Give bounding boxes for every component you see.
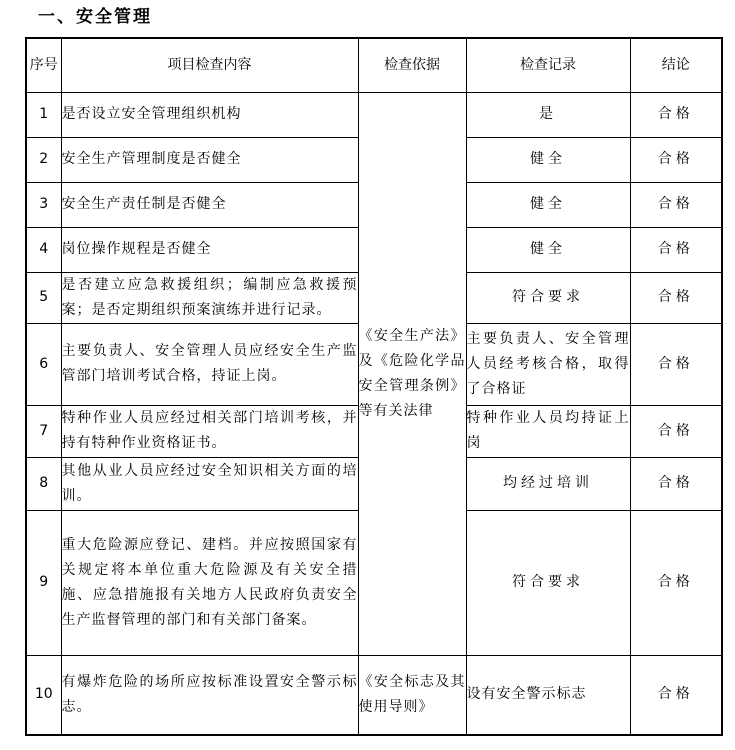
- content-cell: 是否设立安全管理组织机构: [61, 92, 358, 137]
- content-cell: 安全生产管理制度是否健全: [61, 137, 358, 182]
- content-cell: 岗位操作规程是否健全: [61, 227, 358, 272]
- record-cell: 是: [466, 92, 630, 137]
- conclusion-cell: 合格: [630, 457, 722, 510]
- record-cell: 健全: [466, 137, 630, 182]
- conclusion-cell: 合格: [630, 272, 722, 323]
- record-cell: 健全: [466, 182, 630, 227]
- seq-cell: 8: [26, 457, 61, 510]
- content-cell: 特种作业人员应经过相关部门培训考核，并持有特种作业资格证书。: [61, 405, 358, 457]
- seq-cell: 4: [26, 227, 61, 272]
- conclusion-cell: 合格: [630, 137, 722, 182]
- col-header-seq: 序号: [26, 38, 61, 92]
- seq-cell: 10: [26, 655, 61, 735]
- conclusion-cell: 合格: [630, 323, 722, 405]
- record-cell: 符合要求: [466, 272, 630, 323]
- col-header-record: 检查记录: [466, 38, 630, 92]
- table-row: [26, 655, 722, 735]
- record-cell: 特种作业人员均持证上岗: [466, 405, 630, 457]
- conclusion-cell: 合格: [630, 227, 722, 272]
- content-cell: 有爆炸危险的场所应按标准设置安全警示标志。: [61, 655, 358, 735]
- content-cell: 是否建立应急救援组织；编制应急救援预案；是否定期组织预案演练并进行记录。: [61, 272, 358, 323]
- safety-inspection-table: [25, 37, 723, 736]
- record-cell: 设有安全警示标志: [466, 655, 630, 735]
- seq-cell: 2: [26, 137, 61, 182]
- content-cell: 主要负责人、安全管理人员应经安全生产监管部门培训考试合格，持证上岗。: [61, 323, 358, 405]
- seq-cell: 1: [26, 92, 61, 137]
- col-header-conclusion: 结论: [630, 38, 722, 92]
- record-cell: 健全: [466, 227, 630, 272]
- conclusion-cell: 合格: [630, 510, 722, 655]
- record-cell: 符合要求: [466, 510, 630, 655]
- page-title: 一、安全管理: [38, 7, 152, 27]
- conclusion-cell: 合格: [630, 182, 722, 227]
- conclusion-cell: 合格: [630, 92, 722, 137]
- table-row: [26, 92, 722, 137]
- content-cell: 重大危险源应登记、建档。并应按照国家有关规定将本单位重大危险源及有关安全措施、应急措施报有关地方人民政府负责安全生产监督管理的部门和有关部门备案。: [61, 510, 358, 655]
- record-cell: 主要负责人、安全管理人员经考核合格，取得了合格证: [466, 323, 630, 405]
- header-row: [26, 38, 722, 92]
- conclusion-cell: 合格: [630, 655, 722, 735]
- col-header-content: 项目检查内容: [61, 38, 358, 92]
- seq-cell: 7: [26, 405, 61, 457]
- col-header-basis: 检查依据: [358, 38, 466, 92]
- basis-cell-merged: 《安全生产法》及《危险化学品安全管理条例》等有关法律: [358, 92, 466, 655]
- seq-cell: 3: [26, 182, 61, 227]
- conclusion-cell: 合格: [630, 405, 722, 457]
- content-cell: 安全生产责任制是否健全: [61, 182, 358, 227]
- basis-cell: 《安全标志及其使用导则》: [358, 655, 466, 735]
- record-cell: 均经过培训: [466, 457, 630, 510]
- seq-cell: 6: [26, 323, 61, 405]
- seq-cell: 5: [26, 272, 61, 323]
- content-cell: 其他从业人员应经过安全知识相关方面的培训。: [61, 457, 358, 510]
- seq-cell: 9: [26, 510, 61, 655]
